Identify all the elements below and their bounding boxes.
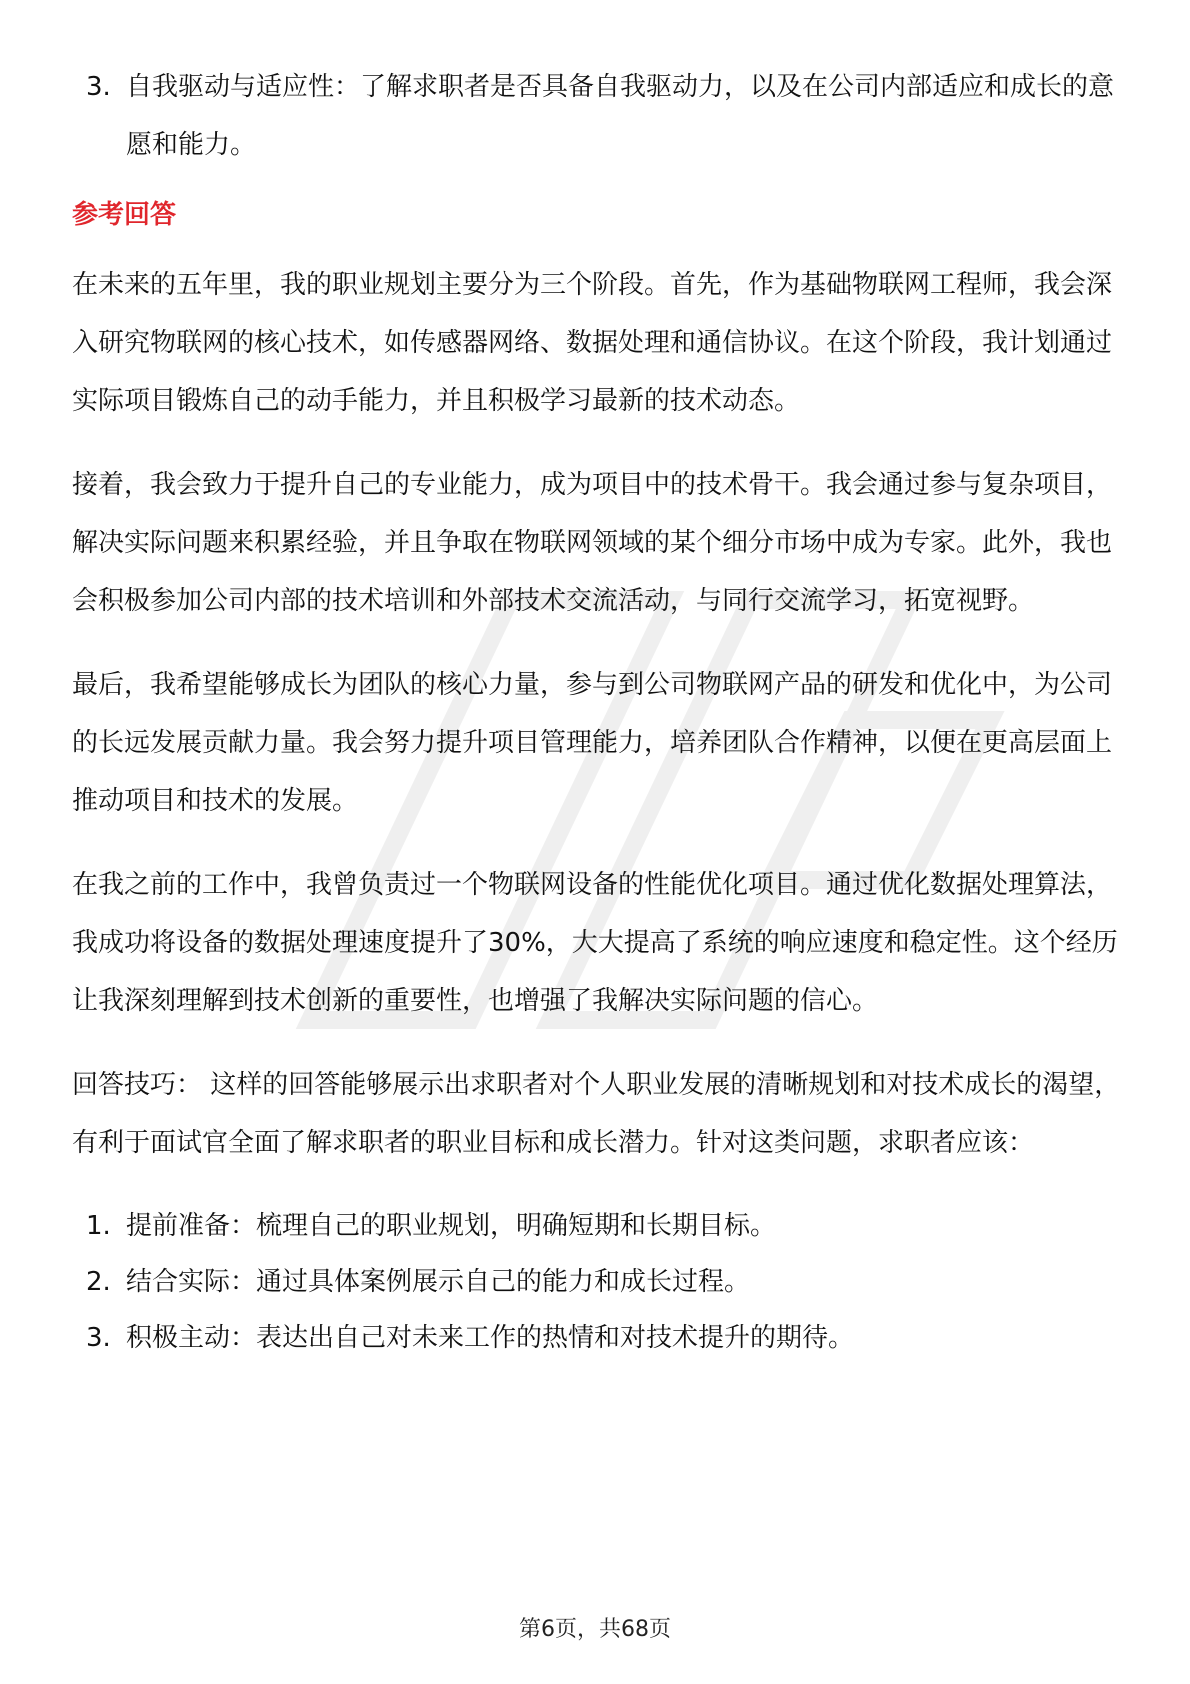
list-text: 提前准备：梳理自己的职业规划，明确短期和长期目标。 xyxy=(126,1211,777,1241)
list-text: 积极主动：表达出自己对未来工作的热情和对技术提升的期待。 xyxy=(126,1323,855,1353)
answer-paragraph-4: 在我之前的工作中，我曾负责过一个物联网设备的性能优化项目。通过优化数据处理算法，我成功将设备的数据处理速度提升了30%，大大提高了系统的响应速度和稳定性。这个经历让我深刻理解到技术创新的重要性，也增强了我解决实际问题的信心。 xyxy=(72,870,1118,1016)
list-number: 1. xyxy=(86,1211,111,1241)
answer-paragraph-3: 最后，我希望能够成长为团队的核心力量，参与到公司物联网产品的研发和优化中，为公司的长远发展贡献力量。我会努力提升项目管理能力，培养团队合作精神，以便在更高层面上推动项目和技术的发展。 xyxy=(72,670,1113,816)
tips-list-item xyxy=(72,1198,1122,1254)
tips-list-item xyxy=(72,1310,1122,1366)
tips-list-item xyxy=(72,1254,1122,1310)
list-number: 3. xyxy=(86,72,111,102)
list-number: 2. xyxy=(86,1267,111,1297)
list-text: 自我驱动与适应性：了解求职者是否具备自我驱动力，以及在公司内部适应和成长的意愿和能力。 xyxy=(126,72,1115,160)
tips-paragraph: 回答技巧： 这样的回答能够展示出求职者对个人职业发展的清晰规划和对技术成长的渴望，有利于面试官全面了解求职者的职业目标和成长潜力。针对这类问题，求职者应该： xyxy=(72,1070,1121,1158)
tips-list xyxy=(72,1198,1122,1366)
list-text: 结合实际：通过具体案例展示自己的能力和成长过程。 xyxy=(126,1267,751,1297)
page-footer: 第6页，共68页 xyxy=(519,1617,671,1642)
section-title: 参考回答 xyxy=(72,200,177,230)
list-number: 3. xyxy=(86,1323,111,1353)
answer-paragraph-2: 接着，我会致力于提升自己的专业能力，成为项目中的技术骨干。我会通过参与复杂项目，解决实际问题来积累经验，并且争取在物联网领域的某个细分市场中成为专家。此外，我也会积极参加公司内部的技术培训和外部技术交流活动，与同行交流学习，拓宽视野。 xyxy=(72,470,1113,616)
intro-list-item xyxy=(72,58,1122,174)
answer-paragraph-1: 在未来的五年里，我的职业规划主要分为三个阶段。首先，作为基础物联网工程师，我会深入研究物联网的核心技术，如传感器网络、数据处理和通信协议。在这个阶段，我计划通过实际项目锻炼自己的动手能力，并且积极学习最新的技术动态。 xyxy=(72,270,1113,416)
document-body xyxy=(72,58,1122,1366)
